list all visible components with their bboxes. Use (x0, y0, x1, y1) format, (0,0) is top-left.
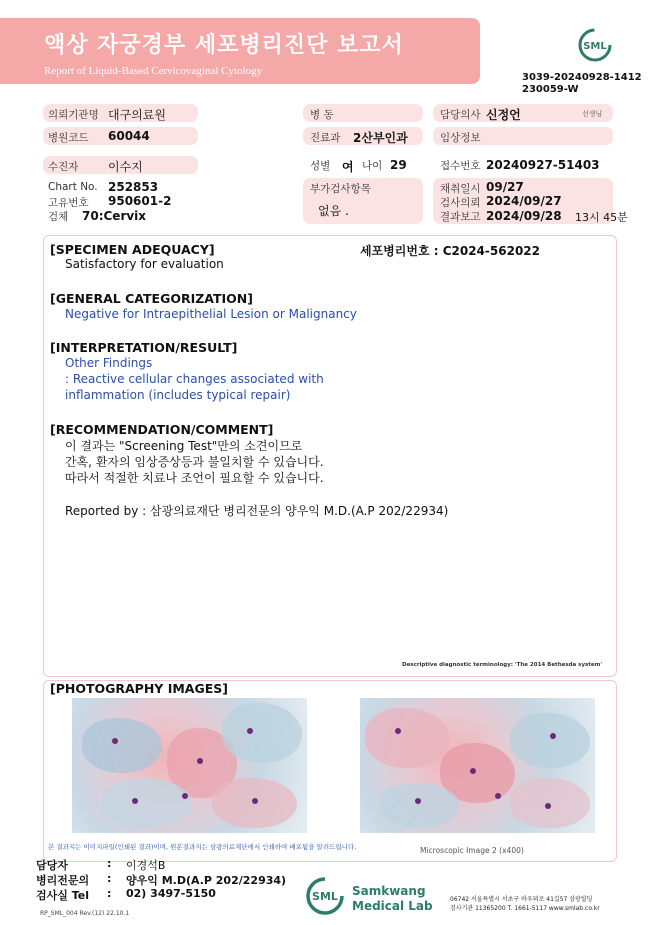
photo-title: [PHOTOGRAPHY IMAGES] (50, 681, 228, 696)
department-label: 진료과 (310, 132, 341, 144)
id-value: 950601-2 (108, 194, 172, 208)
interp-line1: Other Findings (65, 356, 153, 370)
lab-name-2: Medical Lab (352, 899, 433, 913)
rec-title: [RECOMMENDATION/COMMENT] (50, 422, 274, 437)
ward-label: 병 동 (310, 109, 334, 121)
department-value: 2산부인과 (353, 131, 408, 145)
microscopic-image-1 (72, 698, 307, 833)
clinical-info-label: 임상정보 (440, 132, 481, 144)
result-value: 2024/09/28 (486, 209, 562, 223)
result-label: 결과보고 (440, 211, 481, 223)
extra-test-value: 없음 . (318, 204, 349, 218)
specimen-value: 70:Cervix (82, 209, 147, 223)
request-label: 검사의뢰 (440, 197, 481, 209)
receipt-label: 접수번호 (440, 160, 481, 172)
specimen-label: 검체 (48, 211, 69, 223)
collect-value: 09/27 (486, 180, 524, 194)
patient-label: 수진자 (48, 161, 79, 173)
sml-logo-icon (578, 28, 612, 62)
report-title: 액상 자궁경부 세포병리진단 보고서 (44, 33, 404, 58)
patient-value: 이수지 (108, 160, 143, 174)
lab-address: 06742 서울특별시 서초구 바우뫼로 41길57 삼광빌딩 검사기관 11365200 T. 1661-5117 www.smlab.co.kr (450, 896, 600, 912)
pathology-number: 세포병리번호 : C2024-562022 (360, 244, 540, 258)
adequacy-title: [SPECIMEN ADEQUACY] (50, 242, 215, 257)
hospital-code-value: 60044 (108, 129, 150, 143)
result-time: 13시 45분 (575, 211, 628, 224)
terminology-note: Descriptive diagnostic terminology: 'The 2014 Bethesda system' (402, 662, 603, 668)
pathologist-label: 병리전문의 (36, 874, 90, 887)
doctor-label: 담당의사 (440, 109, 481, 121)
receipt-value: 20240927-51403 (486, 158, 600, 172)
doctor-suffix: 선생님 (582, 110, 603, 118)
institution-label: 의뢰기관명 (48, 109, 99, 121)
manager-label: 담당자 (36, 859, 68, 872)
age-label: 나이 (362, 160, 383, 172)
image2-caption: Microscopic Image 2 (x400) (420, 846, 524, 855)
rec-line1: 이 결과는 "Screening Test"만의 소견이므로 (65, 439, 303, 453)
interp-title: [INTERPRETATION/RESULT] (50, 340, 238, 355)
collect-label: 채취일시 (440, 183, 481, 195)
doctor-value: 신정언 (486, 108, 521, 122)
id-label: 고유번호 (48, 197, 89, 209)
rec-line3: 따라서 적절한 치료나 조언이 필요할 수 있습니다. (65, 471, 324, 485)
general-title: [GENERAL CATEGORIZATION] (50, 291, 253, 306)
interp-line3: inflammation (includes typical repair) (65, 388, 291, 402)
rec-line2: 간혹, 환자의 임상증상등과 불일치할 수 있습니다. (65, 455, 324, 469)
colon-1: : (107, 857, 112, 870)
tel-value: 02) 3497-5150 (126, 887, 216, 900)
chart-value: 252853 (108, 180, 159, 194)
interp-line2: : Reactive cellular changes associated with (65, 372, 324, 386)
institution-value: 대구의료원 (108, 108, 166, 122)
pathologist-value: 양우익 M.D(A.P 202/22934) (126, 874, 287, 887)
sex-value: 여 (342, 160, 354, 174)
chart-label: Chart No. (48, 181, 98, 193)
sex-label: 성별 (310, 160, 331, 172)
microscopic-image-2 (360, 698, 595, 833)
colon-2: : (107, 872, 112, 885)
lab-name-1: Samkwang (352, 884, 426, 898)
disclaimer: 본 결과지는 이미지파일(인쇄된 결과)이며, 원본결과지는 삼광의료재단에서 인쇄하여 배포됨을 알려드립니다. (48, 843, 357, 851)
sml-footer-logo-text: SML (312, 890, 338, 903)
hospital-code-label: 병원코드 (48, 132, 89, 144)
report-number: 3039-20240928-1412 230059-W (522, 72, 642, 95)
age-value: 29 (390, 158, 407, 172)
manager-value: 이경석B (126, 859, 166, 872)
form-code: RP_SML_004 Rev.(12) 22.10.1 (40, 910, 130, 917)
adequacy-text: Satisfactory for evaluation (65, 257, 224, 271)
general-text: Negative for Intraepithelial Lesion or Malignancy (65, 307, 357, 321)
tel-label: 검사실 Tel (36, 889, 89, 902)
report-subtitle: Report of Liquid-Based Cervicovaginal Cytology (44, 65, 263, 77)
colon-3: : (107, 887, 112, 900)
sml-logo-text: SML (583, 41, 607, 52)
sml-footer-logo-icon (303, 876, 347, 916)
extra-test-label: 부가검사항목 (310, 183, 371, 195)
request-value: 2024/09/27 (486, 194, 562, 208)
reported-by: Reported by : 삼광의료재단 병리전문의 양우익 M.D.(A.P 202/22934) (65, 504, 449, 518)
